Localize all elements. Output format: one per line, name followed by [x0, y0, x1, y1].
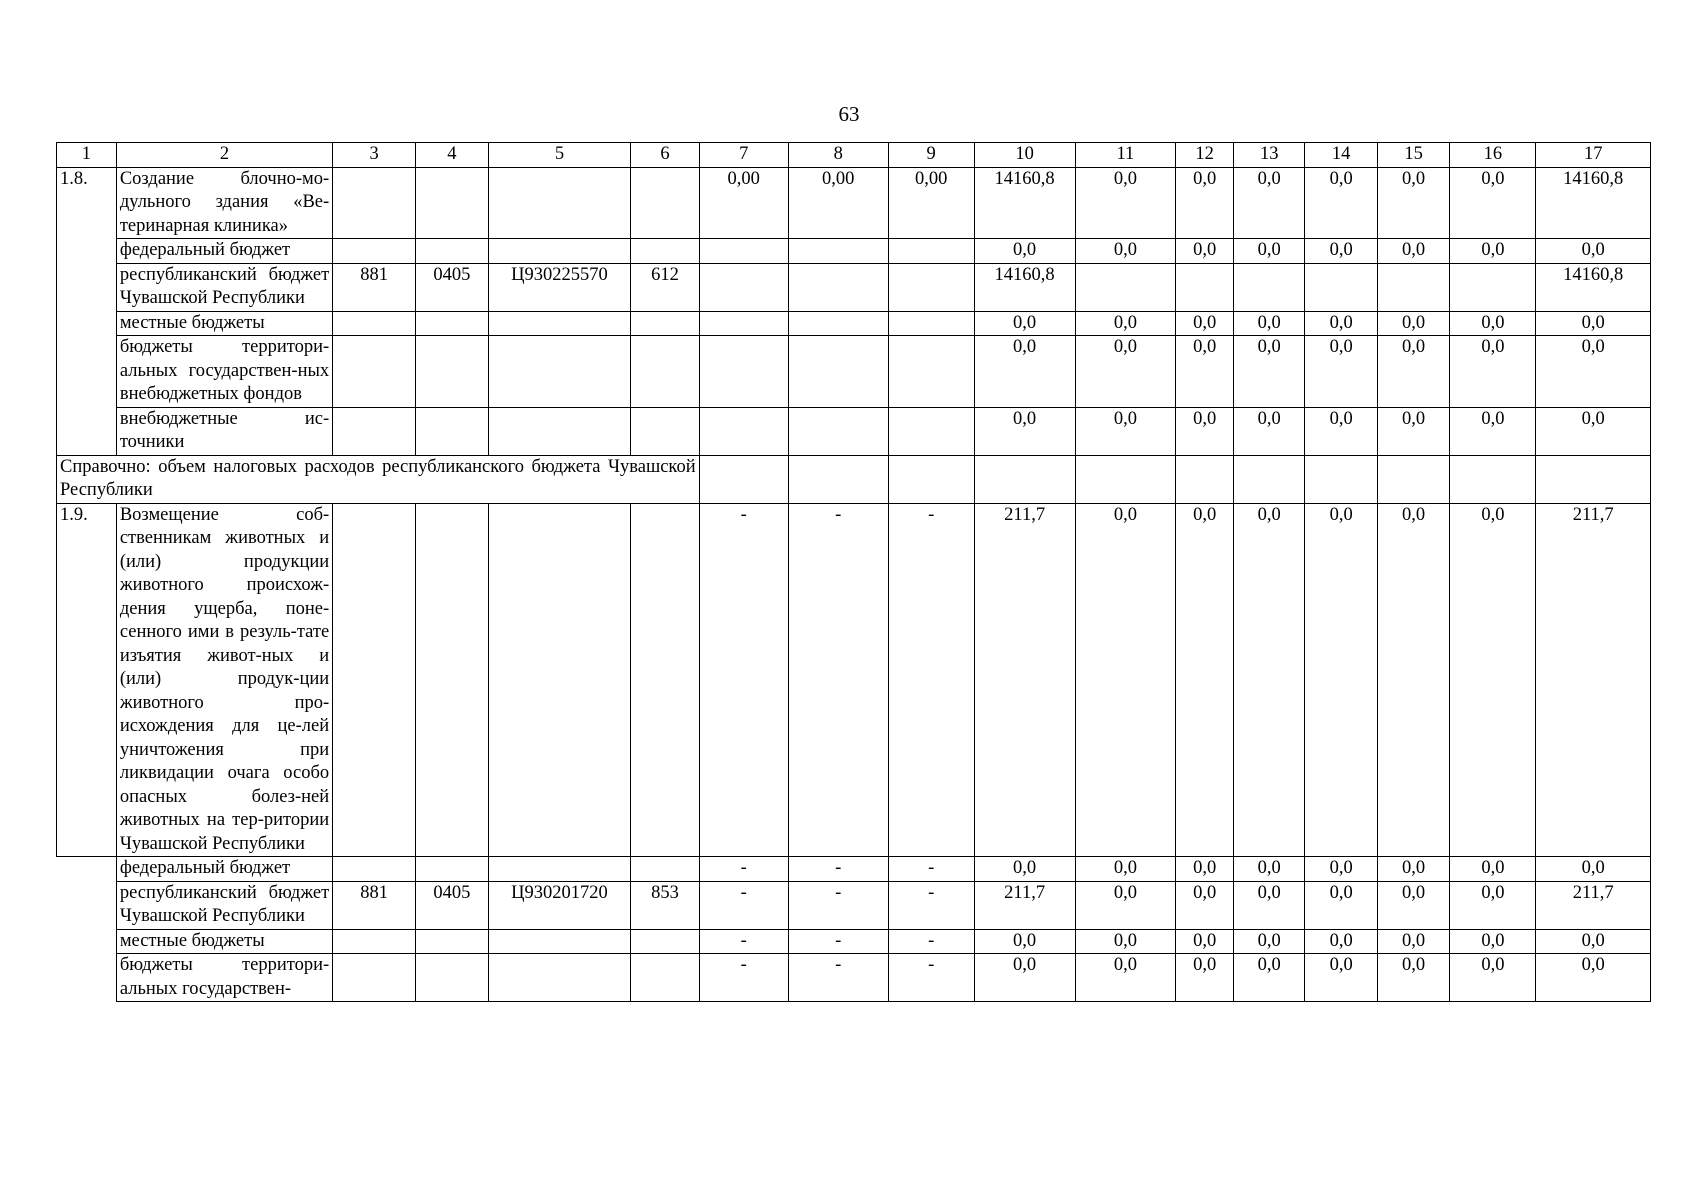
item-index-empty [57, 881, 117, 929]
rzpr-code: 0405 [416, 263, 488, 311]
value-col-13: 0,0 [1234, 311, 1305, 336]
header-col-2: 2 [116, 143, 332, 168]
value-col-17 [1536, 455, 1651, 503]
table-row [57, 407, 1651, 455]
value-col-11 [1075, 263, 1176, 311]
reference-note-row [57, 455, 1651, 503]
value-col-11: 0,0 [1075, 929, 1176, 954]
value-col-14: 0,0 [1305, 167, 1377, 239]
value-col-10: 0,0 [974, 407, 1075, 455]
value-col-17: 0,0 [1536, 336, 1651, 408]
grbs-code [333, 336, 416, 408]
code-col-4 [416, 503, 488, 857]
header-col-5: 5 [488, 143, 631, 168]
code-col-6 [631, 167, 699, 239]
value-col-14: 0,0 [1305, 503, 1377, 857]
value-col-8: - [788, 954, 888, 1002]
code-col-6 [631, 503, 699, 857]
vr-code [631, 954, 699, 1002]
value-col-13: 0,0 [1234, 407, 1305, 455]
item-index-empty [57, 857, 117, 882]
page-number: 63 [838, 102, 860, 126]
source-label: внебюджетные ис-точники [116, 407, 332, 455]
value-col-9 [888, 407, 974, 455]
source-label: федеральный бюджет [116, 239, 332, 264]
value-col-12: 0,0 [1176, 881, 1234, 929]
value-col-17: 211,7 [1536, 503, 1651, 857]
value-col-10: 14160,8 [974, 263, 1075, 311]
vr-code [631, 929, 699, 954]
value-col-7 [699, 336, 788, 408]
value-col-10 [974, 455, 1075, 503]
value-col-13: 0,0 [1234, 167, 1305, 239]
header-col-8: 8 [788, 143, 888, 168]
header-col-11: 11 [1075, 143, 1176, 168]
header-col-12: 12 [1176, 143, 1234, 168]
value-col-13: 0,0 [1234, 503, 1305, 857]
value-col-15: 0,0 [1377, 954, 1449, 1002]
value-col-15: 0,0 [1377, 336, 1449, 408]
value-col-9 [888, 311, 974, 336]
value-col-7: - [699, 929, 788, 954]
item-index-empty [57, 239, 117, 264]
code-col-3 [333, 503, 416, 857]
value-col-10: 0,0 [974, 336, 1075, 408]
header-col-4: 4 [416, 143, 488, 168]
value-col-10: 211,7 [974, 503, 1075, 857]
item-index-empty [57, 311, 117, 336]
csr-code [488, 929, 631, 954]
value-col-13: 0,0 [1234, 954, 1305, 1002]
value-col-16: 0,0 [1450, 929, 1536, 954]
value-col-10: 0,0 [974, 311, 1075, 336]
value-col-9 [888, 239, 974, 264]
csr-code [488, 857, 631, 882]
value-col-17: 0,0 [1536, 311, 1651, 336]
value-col-10: 0,0 [974, 929, 1075, 954]
value-col-9: - [888, 929, 974, 954]
value-col-13 [1234, 263, 1305, 311]
value-col-15: 0,0 [1377, 311, 1449, 336]
code-col-5 [488, 167, 631, 239]
value-col-11: 0,0 [1075, 167, 1176, 239]
item-title: Возмещение соб-ственникам животных и (или) продукции животного происхож-дения ущерба, поне-сенного ими в резуль-тате изъятия живот-ных и (или) продук-ции животного про-исхождения для це-лей уничтожения при ликвидации очага особо опасных болез-ней животных на тер-ритории Чувашской Республики [116, 503, 332, 857]
value-col-14 [1305, 263, 1377, 311]
value-col-8: - [788, 881, 888, 929]
value-col-14: 0,0 [1305, 881, 1377, 929]
value-col-8 [788, 263, 888, 311]
table-row [57, 954, 1651, 1002]
value-col-12: 0,0 [1176, 336, 1234, 408]
header-col-16: 16 [1450, 143, 1536, 168]
value-col-7 [699, 311, 788, 336]
value-col-11: 0,0 [1075, 881, 1176, 929]
table-row [57, 881, 1651, 929]
value-col-14: 0,0 [1305, 239, 1377, 264]
grbs-code [333, 857, 416, 882]
csr-code [488, 239, 631, 264]
grbs-code [333, 311, 416, 336]
value-col-9: - [888, 954, 974, 1002]
rzpr-code [416, 929, 488, 954]
value-col-11: 0,0 [1075, 239, 1176, 264]
csr-code: Ц930225570 [488, 263, 631, 311]
header-col-1: 1 [57, 143, 117, 168]
table-row [57, 167, 1651, 239]
value-col-9 [888, 263, 974, 311]
grbs-code [333, 407, 416, 455]
value-col-12: 0,0 [1176, 239, 1234, 264]
value-col-16: 0,0 [1450, 503, 1536, 857]
value-col-17: 0,0 [1536, 239, 1651, 264]
grbs-code [333, 239, 416, 264]
value-col-8 [788, 407, 888, 455]
rzpr-code: 0405 [416, 881, 488, 929]
header-col-9: 9 [888, 143, 974, 168]
value-col-15 [1377, 263, 1449, 311]
source-label: республиканский бюджет Чувашской Республики [116, 881, 332, 929]
value-col-17: 0,0 [1536, 954, 1651, 1002]
source-label: местные бюджеты [116, 311, 332, 336]
budget-table [56, 142, 1651, 1002]
csr-code [488, 954, 631, 1002]
table-row [57, 857, 1651, 882]
value-col-9: 0,00 [888, 167, 974, 239]
code-col-3 [333, 167, 416, 239]
value-col-12: 0,0 [1176, 857, 1234, 882]
value-col-7: - [699, 954, 788, 1002]
header-col-3: 3 [333, 143, 416, 168]
value-col-12 [1176, 263, 1234, 311]
value-col-7 [699, 455, 788, 503]
value-col-10: 14160,8 [974, 167, 1075, 239]
grbs-code [333, 954, 416, 1002]
value-col-12: 0,0 [1176, 407, 1234, 455]
value-col-8: 0,00 [788, 167, 888, 239]
value-col-16 [1450, 263, 1536, 311]
reference-note: Справочно: объем налоговых расходов республиканского бюджета Чувашской Республики [57, 455, 700, 503]
value-col-8 [788, 336, 888, 408]
value-col-8 [788, 311, 888, 336]
value-col-7 [699, 263, 788, 311]
value-col-8: - [788, 503, 888, 857]
value-col-12: 0,0 [1176, 954, 1234, 1002]
value-col-17: 0,0 [1536, 407, 1651, 455]
value-col-14: 0,0 [1305, 929, 1377, 954]
value-col-7: - [699, 857, 788, 882]
value-col-11: 0,0 [1075, 311, 1176, 336]
value-col-16: 0,0 [1450, 407, 1536, 455]
value-col-8 [788, 239, 888, 264]
value-col-15: 0,0 [1377, 167, 1449, 239]
value-col-10: 0,0 [974, 857, 1075, 882]
item-index-empty [57, 336, 117, 408]
table-row [57, 336, 1651, 408]
value-col-9: - [888, 503, 974, 857]
value-col-13: 0,0 [1234, 857, 1305, 882]
source-label: бюджеты территори-альных государствен- [116, 954, 332, 1002]
value-col-9: - [888, 881, 974, 929]
value-col-14: 0,0 [1305, 954, 1377, 1002]
vr-code [631, 239, 699, 264]
code-col-5 [488, 503, 631, 857]
rzpr-code [416, 311, 488, 336]
value-col-7: - [699, 881, 788, 929]
value-col-8 [788, 455, 888, 503]
rzpr-code [416, 239, 488, 264]
value-col-12: 0,0 [1176, 167, 1234, 239]
value-col-15: 0,0 [1377, 239, 1449, 264]
rzpr-code [416, 336, 488, 408]
table-row [57, 263, 1651, 311]
value-col-13: 0,0 [1234, 239, 1305, 264]
value-col-16: 0,0 [1450, 336, 1536, 408]
csr-code [488, 311, 631, 336]
value-col-7 [699, 239, 788, 264]
source-label: бюджеты территори-альных государствен-ных внебюджетных фондов [116, 336, 332, 408]
code-col-4 [416, 167, 488, 239]
vr-code: 853 [631, 881, 699, 929]
table-row [57, 239, 1651, 264]
header-col-14: 14 [1305, 143, 1377, 168]
vr-code [631, 857, 699, 882]
value-col-15: 0,0 [1377, 929, 1449, 954]
value-col-10: 211,7 [974, 881, 1075, 929]
value-col-16: 0,0 [1450, 239, 1536, 264]
header-col-13: 13 [1234, 143, 1305, 168]
value-col-12: 0,0 [1176, 929, 1234, 954]
item-index-empty [57, 263, 117, 311]
value-col-9: - [888, 857, 974, 882]
value-col-16: 0,0 [1450, 857, 1536, 882]
value-col-7: 0,00 [699, 167, 788, 239]
csr-code [488, 407, 631, 455]
table-row [57, 311, 1651, 336]
grbs-code: 881 [333, 881, 416, 929]
value-col-14: 0,0 [1305, 407, 1377, 455]
value-col-11: 0,0 [1075, 954, 1176, 1002]
value-col-12: 0,0 [1176, 311, 1234, 336]
value-col-11: 0,0 [1075, 336, 1176, 408]
item-index-empty [57, 929, 117, 954]
csr-code: Ц930201720 [488, 881, 631, 929]
value-col-16: 0,0 [1450, 167, 1536, 239]
header-col-17: 17 [1536, 143, 1651, 168]
value-col-13: 0,0 [1234, 881, 1305, 929]
source-label: местные бюджеты [116, 929, 332, 954]
value-col-13 [1234, 455, 1305, 503]
vr-code: 612 [631, 263, 699, 311]
source-label: республиканский бюджет Чувашской Республики [116, 263, 332, 311]
item-index-empty [57, 954, 117, 1002]
header-col-15: 15 [1377, 143, 1449, 168]
table-row [57, 929, 1651, 954]
vr-code [631, 407, 699, 455]
vr-code [631, 336, 699, 408]
value-col-7: - [699, 503, 788, 857]
value-col-17: 0,0 [1536, 929, 1651, 954]
value-col-10: 0,0 [974, 954, 1075, 1002]
header-col-7: 7 [699, 143, 788, 168]
value-col-16: 0,0 [1450, 881, 1536, 929]
grbs-code: 881 [333, 263, 416, 311]
value-col-16: 0,0 [1450, 954, 1536, 1002]
value-col-16 [1450, 455, 1536, 503]
grbs-code [333, 929, 416, 954]
value-col-15 [1377, 455, 1449, 503]
value-col-14: 0,0 [1305, 311, 1377, 336]
value-col-9 [888, 336, 974, 408]
value-col-11 [1075, 455, 1176, 503]
value-col-8: - [788, 929, 888, 954]
value-col-17: 14160,8 [1536, 167, 1651, 239]
value-col-13: 0,0 [1234, 929, 1305, 954]
value-col-12 [1176, 455, 1234, 503]
item-index-empty [57, 407, 117, 455]
value-col-14: 0,0 [1305, 336, 1377, 408]
table-row [57, 503, 1651, 857]
value-col-17: 211,7 [1536, 881, 1651, 929]
value-col-11: 0,0 [1075, 503, 1176, 857]
value-col-16: 0,0 [1450, 311, 1536, 336]
header-col-6: 6 [631, 143, 699, 168]
value-col-12: 0,0 [1176, 503, 1234, 857]
header-col-10: 10 [974, 143, 1075, 168]
value-col-8: - [788, 857, 888, 882]
value-col-11: 0,0 [1075, 407, 1176, 455]
value-col-14: 0,0 [1305, 857, 1377, 882]
item-index: 1.8. [57, 167, 117, 239]
value-col-17: 14160,8 [1536, 263, 1651, 311]
item-title: Создание блочно-мо-дульного здания «Ве-теринарная клиника» [116, 167, 332, 239]
csr-code [488, 336, 631, 408]
value-col-13: 0,0 [1234, 336, 1305, 408]
header-number-row [57, 143, 1651, 168]
value-col-15: 0,0 [1377, 407, 1449, 455]
rzpr-code [416, 954, 488, 1002]
source-label: федеральный бюджет [116, 857, 332, 882]
rzpr-code [416, 857, 488, 882]
value-col-9 [888, 455, 974, 503]
value-col-15: 0,0 [1377, 881, 1449, 929]
value-col-7 [699, 407, 788, 455]
value-col-15: 0,0 [1377, 503, 1449, 857]
value-col-14 [1305, 455, 1377, 503]
vr-code [631, 311, 699, 336]
value-col-10: 0,0 [974, 239, 1075, 264]
item-index: 1.9. [57, 503, 117, 857]
value-col-11: 0,0 [1075, 857, 1176, 882]
value-col-15: 0,0 [1377, 857, 1449, 882]
rzpr-code [416, 407, 488, 455]
value-col-17: 0,0 [1536, 857, 1651, 882]
